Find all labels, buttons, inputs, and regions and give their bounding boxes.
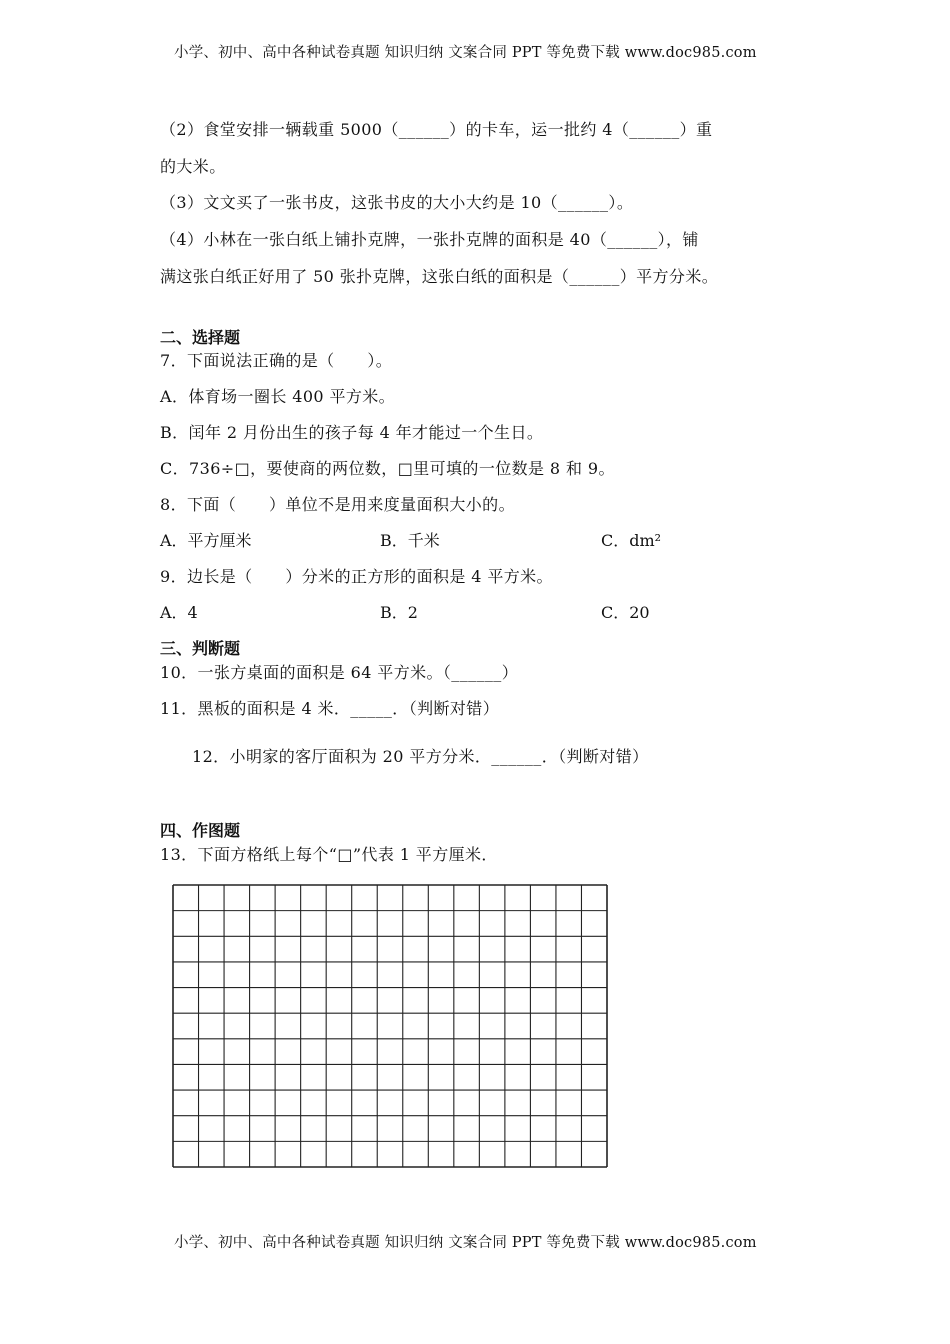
question-7-stem: 7．下面说法正确的是（ ）。 [160, 351, 393, 370]
question-10: 10．一张方桌面的面积是 64 平方米。（______） [160, 663, 519, 682]
question-8-stem: 8．下面（ ）单位不是用来度量面积大小的。 [160, 495, 515, 514]
question-2-line-2: 的大米。 [160, 157, 226, 176]
question-9-stem: 9．边长是（ ）分米的正方形的面积是 4 平方米。 [160, 567, 553, 586]
question-7-option-a: A．体育场一圈长 400 平方米。 [160, 387, 396, 406]
question-3: （3）文文买了一张书皮，这张书皮的大小大约是 10（______）。 [160, 193, 634, 212]
question-13: 13．下面方格纸上每个“□”代表 1 平方厘米． [160, 845, 498, 864]
question-11: 11．黑板的面积是 4 米．_____．（判断对错） [160, 699, 500, 718]
section-title-judge: 三、判断题 [160, 639, 241, 658]
question-8-option-c: C．dm² [601, 531, 662, 550]
question-9-option-b: B．2 [380, 603, 418, 622]
question-7-option-c: C．736÷□，要使商的两位数，□里可填的一位数是 8 和 9。 [160, 459, 615, 478]
question-4-line-1: （4）小林在一张白纸上铺扑克牌，一张扑克牌的面积是 40（______），铺 [160, 230, 699, 249]
section-title-draw: 四、作图题 [160, 821, 241, 840]
question-8-option-a: A．平方厘米 [160, 531, 252, 550]
page-footer: 小学、初中、高中各种试卷真题 知识归纳 文案合同 PPT 等免费下载 www.doc985.com [174, 1235, 757, 1251]
question-9-option-c: C．20 [601, 603, 650, 622]
question-8-option-b: B．千米 [380, 531, 440, 550]
question-2-line-1: （2）食堂安排一辆载重 5000（______）的卡车，运一批约 4（______）重 [160, 120, 713, 139]
question-4-line-2: 满这张白纸正好用了 50 张扑克牌，这张白纸的面积是（______）平方分米。 [160, 267, 719, 286]
question-12: 12．小明家的客厅面积为 20 平方分米．______．（判断对错） [192, 747, 649, 766]
square-grid-paper [172, 884, 608, 1168]
page-header: 小学、初中、高中各种试卷真题 知识归纳 文案合同 PPT 等免费下载 www.doc985.com [174, 45, 757, 61]
question-9-option-a: A．4 [160, 603, 198, 622]
section-title-choice: 二、选择题 [160, 328, 241, 347]
question-7-option-b: B．闰年 2 月份出生的孩子每 4 年才能过一个生日。 [160, 423, 544, 442]
